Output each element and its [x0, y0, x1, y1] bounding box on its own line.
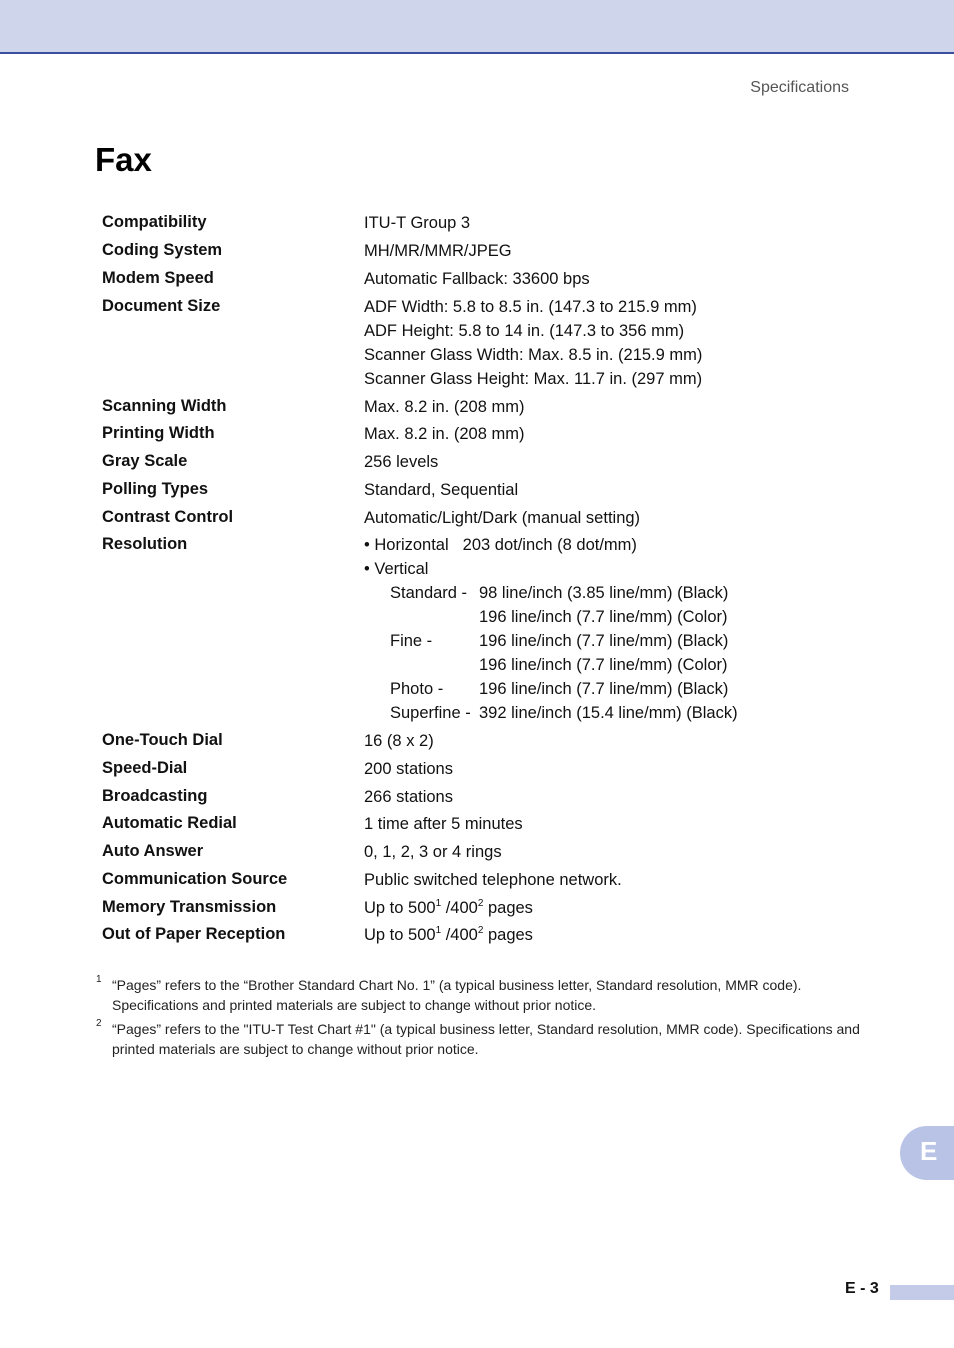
resolution-row: Superfine - 392 line/inch (15.4 line/mm) (Black) — [390, 704, 738, 722]
resolution-row: Standard - 98 line/inch (3.85 line/mm) (Black) — [390, 584, 729, 602]
spec-value: 1 time after 5 minutes — [364, 815, 523, 833]
footnote-2 — [96, 1020, 886, 1059]
spec-value: ITU-T Group 3 — [364, 214, 471, 232]
spec-value: ADF Width: 5.8 to 8.5 in. (147.3 to 215.9 mm) ADF Height: 5.8 to 14 in. (147.3 to 356 mm) Scanner Glass Width: Max. 8.5 in. (215.9 mm) Scanner Glass Height: Max. 11.7 in. (297 mm) — [364, 298, 703, 388]
spec-label: Out of Paper Reception — [102, 925, 286, 943]
spec-label: Automatic Redial — [102, 814, 237, 832]
resolution-row: Fine - 196 line/inch (7.7 line/mm) (Black) — [390, 632, 729, 650]
spec-label: Coding System — [102, 241, 223, 259]
footnote-ref: 2 — [477, 925, 484, 936]
footnote-1 — [96, 976, 886, 1015]
footnote-number: 1 — [96, 974, 102, 985]
spec-value: Up to $500^1$ $/400^2$ pages — [364, 925, 533, 944]
spec-value: Public switched telephone network. — [364, 871, 622, 889]
spec-value: Max. 8.2 in. (208 mm) — [364, 425, 525, 443]
footnote-text: “Pages” refers to the "ITU-T Test Chart #1" (a typical business letter, Standard resolution, MMR code). Specifications and printed materials are subject to change without prior notice. — [112, 1021, 860, 1057]
spec-value: 200 stations — [364, 760, 453, 778]
spec-label: Printing Width — [102, 424, 215, 442]
spec-label: Modem Speed — [102, 269, 214, 287]
spec-value: Automatic/Light/Dark (manual setting) — [364, 509, 641, 527]
spec-label: Broadcasting — [102, 787, 208, 805]
spec-label: Scanning Width — [102, 397, 227, 415]
spec-value: 266 stations — [364, 788, 453, 806]
footer-bar — [890, 1285, 954, 1300]
resolution-values — [364, 535, 738, 727]
resolution-row: 196 line/inch (7.7 line/mm) (Color) — [479, 608, 728, 626]
footnote-ref: 1 — [435, 925, 442, 936]
spec-label: Auto Answer — [102, 842, 204, 860]
spec-value: 256 levels — [364, 453, 439, 471]
spec-value: Up to $500^1$ $/400^2$ pages — [364, 898, 533, 917]
resolution-vertical: • Vertical — [364, 560, 429, 578]
spec-label: Compatibility — [102, 213, 207, 231]
footnote-text: “Pages” refers to the “Brother Standard Chart No. 1” (a typical business letter, Standard resolution, MMR code). Specifications and printed materials are subject to change without prior notice. — [112, 977, 802, 1013]
spec-label: Document Size — [102, 297, 221, 315]
spec-value: Standard, Sequential — [364, 481, 519, 499]
resolution-row: 196 line/inch (7.7 line/mm) (Color) — [479, 656, 728, 674]
spec-value: 0, 1, 2, 3 or 4 rings — [364, 843, 502, 861]
spec-label: Polling Types — [102, 480, 209, 498]
spec-value: Automatic Fallback: 33600 bps — [364, 270, 590, 288]
appendix-tab-letter: E — [920, 1136, 938, 1166]
page-title: Fax — [95, 141, 152, 178]
spec-label: Contrast Control — [102, 508, 234, 526]
top-band — [0, 0, 954, 54]
spec-value: Max. 8.2 in. (208 mm) — [364, 398, 525, 416]
spec-label: Resolution — [102, 535, 188, 553]
footnote-ref: 1 — [435, 898, 442, 909]
footnote-number: 2 — [96, 1018, 102, 1029]
spec-label: One-Touch Dial — [102, 731, 223, 749]
resolution-row: Photo - 196 line/inch (7.7 line/mm) (Black) — [390, 680, 729, 698]
spec-value: 16 (8 x 2) — [364, 732, 434, 750]
spec-value: MH/MR/MMR/JPEG — [364, 242, 512, 260]
spec-label: Communication Source — [102, 870, 288, 888]
page-number: E - 3 — [845, 1280, 879, 1297]
spec-label: Memory Transmission — [102, 898, 277, 916]
footnote-ref: 2 — [477, 898, 484, 909]
appendix-side-tab — [900, 1126, 954, 1180]
header-section-title: Specifications — [750, 79, 849, 96]
resolution-horizontal: • Horizontal 203 dot/inch (8 dot/mm) — [364, 536, 637, 554]
spec-label: Speed-Dial — [102, 759, 188, 777]
spec-label: Gray Scale — [102, 452, 188, 470]
